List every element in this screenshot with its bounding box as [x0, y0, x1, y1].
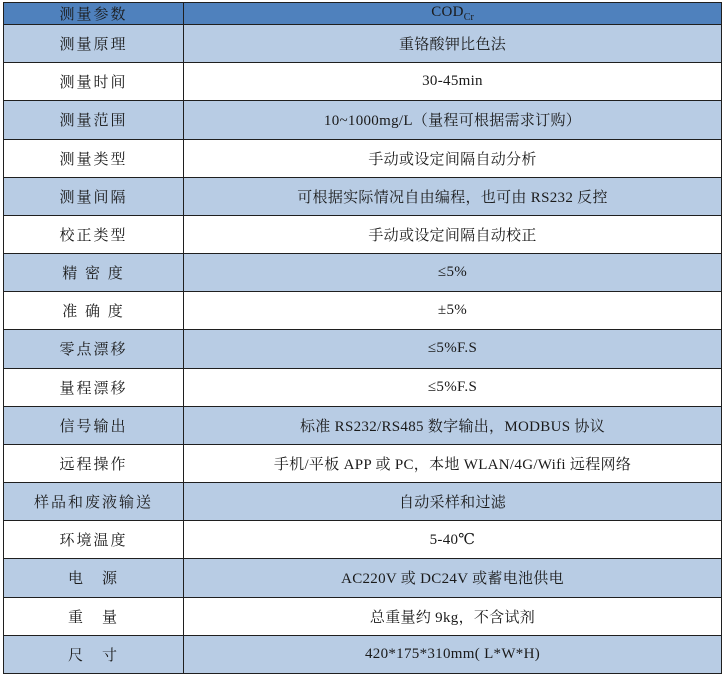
- table-row: [4, 559, 722, 597]
- spec-label: 测量范围: [4, 101, 184, 139]
- spec-value: AC220V 或 DC24V 或蓄电池供电: [184, 559, 722, 597]
- table-row: [4, 330, 722, 368]
- header-label: 测量参数: [4, 3, 184, 25]
- spec-label: 校正类型: [4, 215, 184, 253]
- spec-label: 测量类型: [4, 139, 184, 177]
- spec-label: 测量时间: [4, 63, 184, 101]
- table-row: [4, 444, 722, 482]
- header-value-subscript: Cr: [463, 12, 474, 23]
- table-row: [4, 406, 722, 444]
- table-row: [4, 597, 722, 635]
- table-row: [4, 483, 722, 521]
- spec-label: 电 源: [4, 559, 184, 597]
- spec-value: 可根据实际情况自由编程，也可由 RS232 反控: [184, 177, 722, 215]
- table-row: [4, 177, 722, 215]
- spec-label: 重 量: [4, 597, 184, 635]
- spec-label: 量程漂移: [4, 368, 184, 406]
- header-value-base: COD: [431, 4, 464, 20]
- spec-value: 自动采样和过滤: [184, 483, 722, 521]
- spec-label: 零点漂移: [4, 330, 184, 368]
- spec-label: 尺 寸: [4, 635, 184, 673]
- spec-label: 环境温度: [4, 521, 184, 559]
- table-row: [4, 292, 722, 330]
- spec-value: ≤5%F.S: [184, 368, 722, 406]
- spec-value: ±5%: [184, 292, 722, 330]
- table-row: [4, 215, 722, 253]
- spec-value: ≤5%F.S: [184, 330, 722, 368]
- spec-value: 420*175*310mm( L*W*H): [184, 635, 722, 673]
- spec-value: 手机/平板 APP 或 PC，本地 WLAN/4G/Wifi 远程网络: [184, 444, 722, 482]
- specification-table: [3, 2, 722, 674]
- spec-value: 30-45min: [184, 63, 722, 101]
- spec-label: 样品和废液输送: [4, 483, 184, 521]
- spec-label: 远程操作: [4, 444, 184, 482]
- table-row: [4, 139, 722, 177]
- table-header-row: [4, 3, 722, 25]
- header-value: [184, 3, 722, 25]
- spec-label: 精 密 度: [4, 254, 184, 292]
- table-row: [4, 63, 722, 101]
- table-row: [4, 635, 722, 673]
- spec-label: 测量原理: [4, 25, 184, 63]
- spec-value: 标准 RS232/RS485 数字输出，MODBUS 协议: [184, 406, 722, 444]
- spec-value: 5-40℃: [184, 521, 722, 559]
- table-row: [4, 254, 722, 292]
- spec-value: 10~1000mg/L（量程可根据需求订购）: [184, 101, 722, 139]
- spec-label: 测量间隔: [4, 177, 184, 215]
- table-row: [4, 101, 722, 139]
- spec-label: 准 确 度: [4, 292, 184, 330]
- table-row: [4, 521, 722, 559]
- spec-value: 手动或设定间隔自动校正: [184, 215, 722, 253]
- spec-label: 信号输出: [4, 406, 184, 444]
- spec-value: 重铬酸钾比色法: [184, 25, 722, 63]
- spec-value: ≤5%: [184, 254, 722, 292]
- spec-value: 手动或设定间隔自动分析: [184, 139, 722, 177]
- spec-value: 总重量约 9kg，不含试剂: [184, 597, 722, 635]
- table-row: [4, 368, 722, 406]
- table-row: [4, 25, 722, 63]
